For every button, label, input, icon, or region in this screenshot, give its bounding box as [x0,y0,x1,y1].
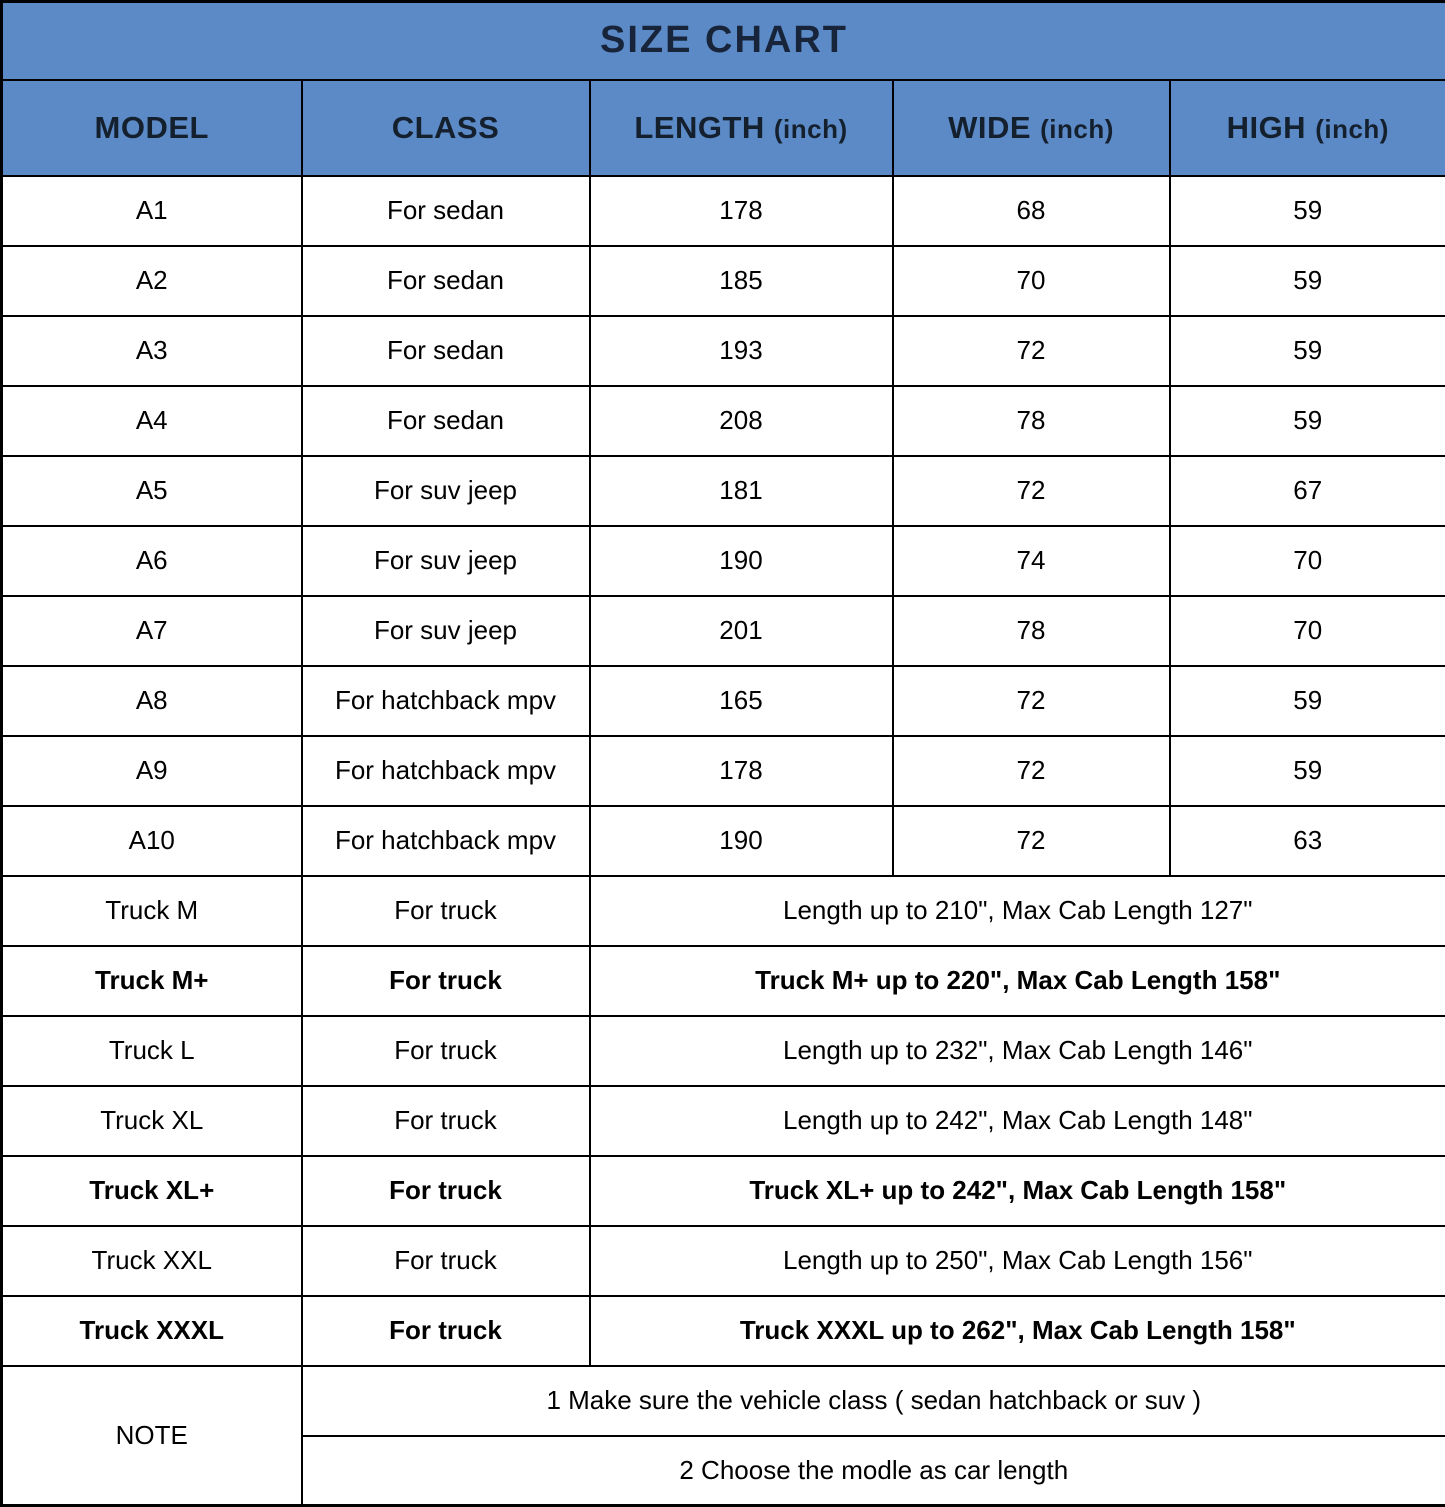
truck-row [2,1156,1445,1226]
table-row [2,806,1445,876]
cell-length: 193 [590,316,893,386]
truck-row [2,876,1445,946]
cell-length: 208 [590,386,893,456]
table-row [2,736,1445,806]
cell-high: 70 [1170,526,1445,596]
cell-class: For sedan [302,176,590,246]
cell-model: Truck M [2,876,302,946]
table-row [2,176,1445,246]
table-row [2,526,1445,596]
cell-model: Truck XL+ [2,1156,302,1226]
cell-high: 67 [1170,456,1445,526]
column-header-length-text: LENGTH [634,110,764,145]
truck-row [2,1296,1445,1366]
cell-truck-spec: Length up to 250", Max Cab Length 156" [590,1226,1445,1296]
cell-high: 59 [1170,666,1445,736]
cell-wide: 72 [893,666,1170,736]
cell-class: For truck [302,1226,590,1296]
cell-length: 178 [590,176,893,246]
cell-class: For truck [302,1156,590,1226]
cell-wide: 78 [893,596,1170,666]
table-row [2,666,1445,736]
cell-model: A8 [2,666,302,736]
cell-class: For truck [302,946,590,1016]
truck-row [2,946,1445,1016]
note-row-1 [2,1366,1445,1436]
cell-model: Truck XL [2,1086,302,1156]
column-header-wide [893,80,1170,176]
column-header-class: CLASS [302,80,590,176]
cell-wide: 72 [893,806,1170,876]
cell-high: 59 [1170,176,1445,246]
cell-class: For sedan [302,246,590,316]
cell-truck-spec: Length up to 210", Max Cab Length 127" [590,876,1445,946]
cell-high: 59 [1170,316,1445,386]
note-label: NOTE [2,1366,302,1506]
cell-length: 165 [590,666,893,736]
cell-high: 59 [1170,246,1445,316]
cell-truck-spec: Length up to 242", Max Cab Length 148" [590,1086,1445,1156]
cell-length: 190 [590,806,893,876]
cell-length: 185 [590,246,893,316]
cell-class: For truck [302,1296,590,1366]
cell-high: 63 [1170,806,1445,876]
cell-model: A10 [2,806,302,876]
cell-model: A4 [2,386,302,456]
cell-class: For sedan [302,316,590,386]
cell-model: A9 [2,736,302,806]
note-line-2: 2 Choose the modle as car length [302,1436,1445,1506]
cell-length: 181 [590,456,893,526]
column-header-high-text: HIGH [1227,110,1307,145]
cell-class: For suv jeep [302,526,590,596]
cell-wide: 72 [893,736,1170,806]
column-header-wide-text: WIDE [948,110,1031,145]
table-row [2,316,1445,386]
header-row [2,80,1445,176]
truck-row [2,1226,1445,1296]
cell-class: For truck [302,876,590,946]
column-header-wide-unit: (inch) [1040,114,1114,144]
cell-class: For suv jeep [302,456,590,526]
cell-class: For truck [302,1016,590,1086]
truck-row [2,1016,1445,1086]
cell-class: For hatchback mpv [302,666,590,736]
cell-model: A5 [2,456,302,526]
page-title: SIZE CHART [2,2,1445,80]
cell-model: Truck XXL [2,1226,302,1296]
cell-model: A2 [2,246,302,316]
cell-model: A6 [2,526,302,596]
cell-length: 178 [590,736,893,806]
cell-class: For suv jeep [302,596,590,666]
cell-class: For hatchback mpv [302,736,590,806]
column-header-high [1170,80,1445,176]
cell-truck-spec: Truck XXXL up to 262", Max Cab Length 158" [590,1296,1445,1366]
cell-model: Truck M+ [2,946,302,1016]
cell-truck-spec: Length up to 232", Max Cab Length 146" [590,1016,1445,1086]
cell-truck-spec: Truck XL+ up to 242", Max Cab Length 158" [590,1156,1445,1226]
table-row [2,596,1445,666]
cell-wide: 72 [893,456,1170,526]
cell-class: For truck [302,1086,590,1156]
column-header-length-unit: (inch) [774,114,848,144]
cell-model: A7 [2,596,302,666]
cell-wide: 74 [893,526,1170,596]
cell-high: 59 [1170,736,1445,806]
table-row [2,386,1445,456]
column-header-high-unit: (inch) [1315,114,1389,144]
cell-wide: 70 [893,246,1170,316]
column-header-length [590,80,893,176]
cell-model: A3 [2,316,302,386]
cell-truck-spec: Truck M+ up to 220", Max Cab Length 158" [590,946,1445,1016]
table-row [2,246,1445,316]
title-row [2,2,1445,80]
note-line-1: 1 Make sure the vehicle class ( sedan hatchback or suv ) [302,1366,1445,1436]
cell-model: A1 [2,176,302,246]
table-row [2,456,1445,526]
cell-class: For hatchback mpv [302,806,590,876]
cell-wide: 68 [893,176,1170,246]
cell-wide: 72 [893,316,1170,386]
cell-high: 70 [1170,596,1445,666]
cell-class: For sedan [302,386,590,456]
cell-model: Truck XXXL [2,1296,302,1366]
cell-length: 201 [590,596,893,666]
column-header-model: MODEL [2,80,302,176]
cell-high: 59 [1170,386,1445,456]
cell-wide: 78 [893,386,1170,456]
truck-row [2,1086,1445,1156]
cell-model: Truck L [2,1016,302,1086]
cell-length: 190 [590,526,893,596]
